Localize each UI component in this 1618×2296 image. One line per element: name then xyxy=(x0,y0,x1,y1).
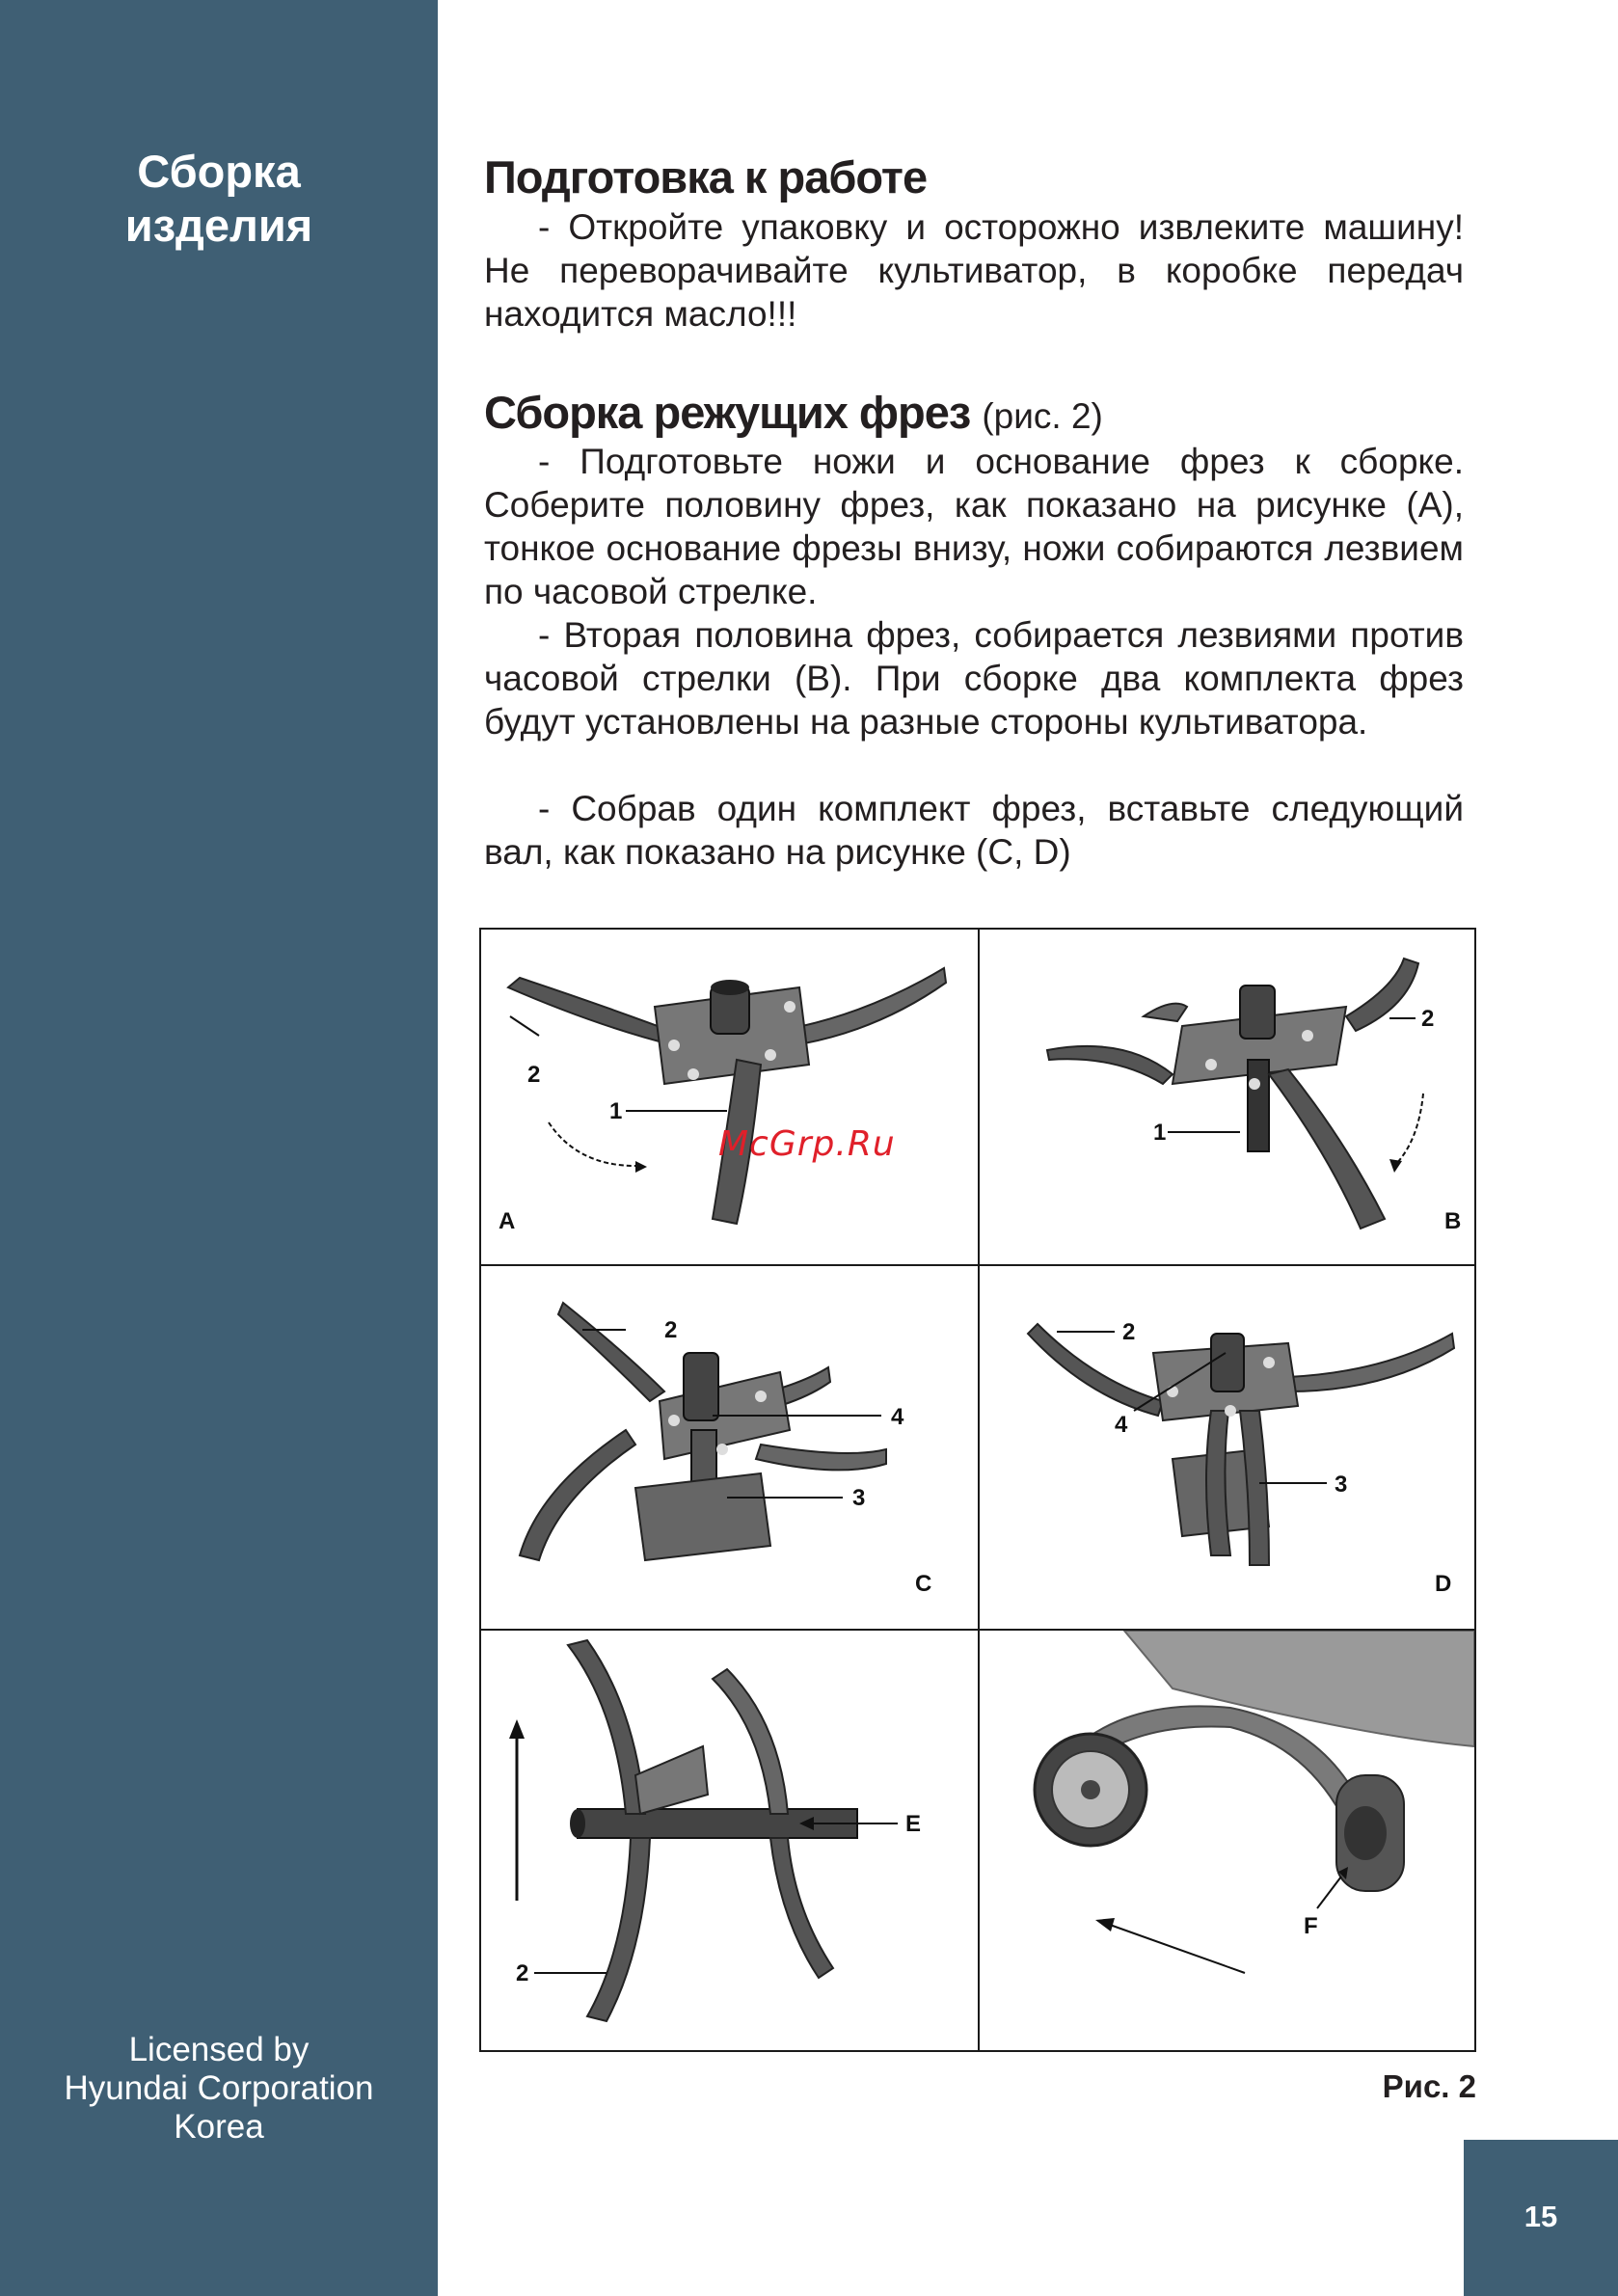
license-line3: Korea xyxy=(174,2108,264,2146)
figure-reference: (рис. 2) xyxy=(982,396,1103,436)
panel-e-label-2: 2 xyxy=(516,1960,529,1986)
panel-f xyxy=(980,1631,1474,2050)
panel-c-illustration xyxy=(481,1266,978,1629)
panel-d-label-4: 4 xyxy=(1115,1412,1128,1438)
watermark: McGrp.Ru xyxy=(718,1124,896,1164)
panel-f-illustration xyxy=(980,1631,1474,2050)
panel-e xyxy=(481,1631,978,2050)
panel-a-label-2: 2 xyxy=(527,1062,541,1088)
figure-caption: Рис. 2 xyxy=(1382,2068,1476,2104)
panel-a-letter: A xyxy=(499,1208,516,1234)
heading-cutters-assembly xyxy=(484,386,1103,444)
heading-preparation: Подготовка к работе xyxy=(484,151,928,203)
sidebar xyxy=(0,0,438,2296)
panel-a xyxy=(481,930,978,1264)
paragraph-assembly-2: - Вторая половина фрез, собирается лезвиями против часовой стрелки (В). При сборке два комплекта фрез будут установлены на разные стороны культиватора. xyxy=(484,615,1464,742)
paragraph-preparation: - Откройте упаковку и осторожно извлеките машину! Не переворачивайте культиватор, в коробке передач находится масло!!! xyxy=(484,207,1464,334)
panel-a-label-1: 1 xyxy=(609,1098,623,1124)
panel-e-illustration xyxy=(481,1631,978,2050)
panel-b xyxy=(980,930,1474,1264)
license-line1: Licensed by xyxy=(128,2031,310,2068)
panel-c-label-2: 2 xyxy=(664,1317,678,1343)
license-line2: Hyundai Corporation xyxy=(64,2069,374,2107)
panel-b-label-1: 1 xyxy=(1153,1120,1167,1146)
figure-2 xyxy=(479,928,1476,2052)
panel-d xyxy=(980,1266,1474,1629)
panel-c-label-4: 4 xyxy=(891,1404,904,1430)
page-number: 15 xyxy=(1524,2200,1558,2233)
panel-d-label-3: 3 xyxy=(1335,1472,1348,1498)
panel-c-letter: C xyxy=(915,1571,932,1597)
panel-b-letter: B xyxy=(1444,1208,1462,1234)
license-note xyxy=(0,2031,438,2147)
page-number-box xyxy=(1464,2140,1618,2296)
panel-d-label-2: 2 xyxy=(1122,1319,1136,1345)
paragraph-assembly-1: - Подготовьте ножи и основание фрез к сборке. Соберите половину фрез, как показано на рисунке (А), тонкое основание фрезы внизу, ножи собираются лезвием по часовой стрелке. xyxy=(484,442,1464,611)
panel-d-letter: D xyxy=(1435,1571,1452,1597)
panel-c-label-3: 3 xyxy=(852,1485,866,1511)
section-title xyxy=(0,145,438,253)
panel-b-label-2: 2 xyxy=(1421,1006,1435,1032)
section-title-line2: изделия xyxy=(124,200,313,251)
panel-a-illustration xyxy=(481,930,978,1264)
panel-d-illustration xyxy=(980,1266,1474,1629)
panel-f-label-f: F xyxy=(1304,1913,1318,1939)
panel-e-label-e: E xyxy=(905,1811,922,1837)
section-title-line1: Сборка xyxy=(137,146,301,197)
panel-c xyxy=(481,1266,978,1629)
panel-b-illustration xyxy=(980,930,1474,1264)
paragraph-assembly-3: - Собрав один комплект фрез, вставьте следующий вал, как показано на рисунке (C, D) xyxy=(484,789,1464,872)
heading-cutters-text: Сборка режущих фрез xyxy=(484,387,971,438)
